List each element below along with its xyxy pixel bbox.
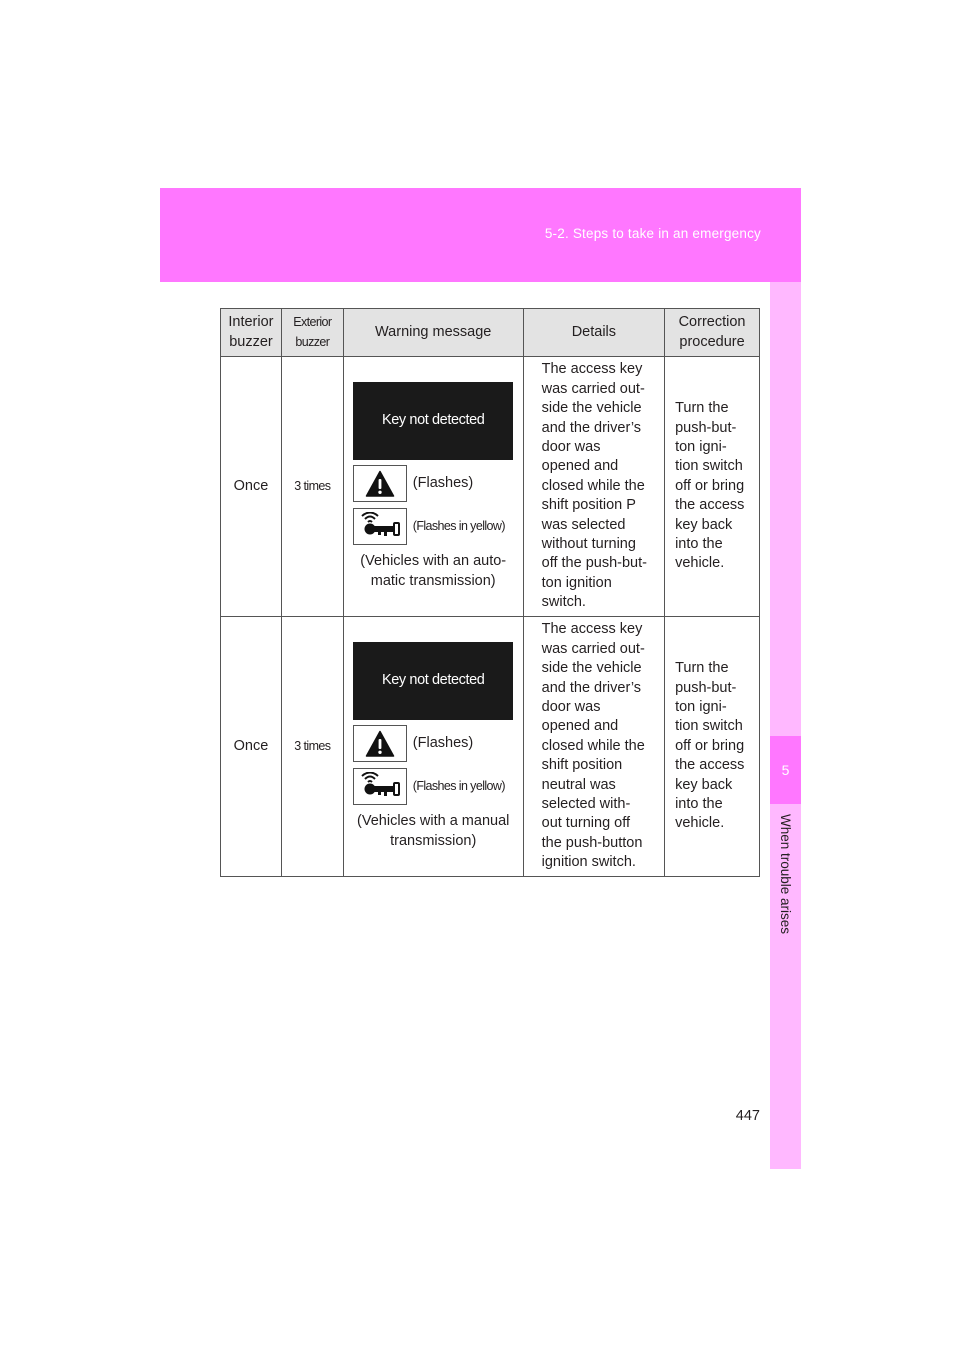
interior-buzzer-cell: Once: [221, 357, 282, 617]
details-line: side the vehicle: [541, 660, 642, 677]
section-header-band: [160, 188, 801, 282]
vehicle-note-line-1: (Vehicles with a manual: [357, 813, 510, 830]
smart-key-icon: [353, 508, 407, 545]
warning-triangle-icon: [353, 465, 407, 502]
table-header-row: [221, 309, 760, 357]
col-interior-buzzer-label: Interior buzzer: [228, 314, 274, 350]
details-line: and the driver’s: [541, 679, 642, 696]
correction-line: the access: [675, 497, 745, 514]
vehicle-note: [344, 552, 523, 591]
correction-line: into the: [675, 796, 723, 813]
display-screen: [353, 642, 513, 720]
details-cell: [523, 357, 664, 617]
details-line: off the push-but-: [541, 555, 647, 572]
vehicle-note-line-2: matic transmission): [370, 572, 496, 589]
correction-line: tion switch: [675, 718, 743, 735]
details-line: was selected: [541, 516, 626, 533]
warning-message-cell: [343, 357, 523, 617]
vehicle-note: [344, 812, 523, 851]
correction-line: off or bring: [675, 477, 745, 494]
correction-line: key back: [675, 776, 733, 793]
details-line: selected with-: [541, 796, 631, 813]
warning-message-cell: [343, 617, 523, 877]
details-line: side the vehicle: [541, 400, 642, 417]
col-exterior-buzzer-label: Exterior buzzer: [293, 315, 332, 349]
correction-line: key back: [675, 516, 733, 533]
warning-indicator-row: [353, 724, 523, 763]
col-correction-label: Correction procedure: [678, 314, 746, 350]
interior-buzzer-cell: Once: [221, 617, 282, 877]
warning-triangle-icon: [353, 725, 407, 762]
page-number: 447: [735, 1108, 760, 1124]
correction-line: push-but-: [675, 679, 737, 696]
correction-line: vehicle.: [675, 555, 725, 572]
details-line: out turning off: [541, 815, 631, 832]
correction-line: push-but-: [675, 419, 737, 436]
chapter-side-tab: [770, 282, 801, 1169]
correction-line: off or bring: [675, 737, 745, 754]
details-line: and the driver’s: [541, 419, 642, 436]
details-line: was carried out-: [541, 380, 645, 397]
warning-message-table: [220, 308, 760, 877]
warning-indicator-row: [353, 464, 523, 503]
details-line: ton ignition: [541, 574, 612, 591]
details-line: door was: [541, 698, 601, 715]
correction-line: Turn the: [675, 400, 729, 417]
col-details: Details: [523, 309, 664, 357]
details-line: closed while the: [541, 477, 645, 494]
chapter-number: 5: [770, 736, 801, 804]
display-screen: [353, 382, 513, 460]
correction-line: tion switch: [675, 458, 743, 475]
details-line: the push-button: [541, 834, 643, 851]
smart-key-icon: [353, 768, 407, 805]
details-line: door was: [541, 438, 601, 455]
col-correction-procedure: [665, 309, 760, 357]
key-icon-label: (Flashes in yellow): [412, 778, 505, 793]
exterior-buzzer-cell: 3 times: [281, 617, 343, 877]
details-line: The access key: [541, 621, 643, 638]
table-row: [221, 357, 760, 617]
correction-line: ton igni-: [675, 698, 727, 715]
exterior-buzzer-cell: 3 times: [281, 357, 343, 617]
section-title: 5-2. Steps to take in an emergency: [544, 226, 761, 241]
details-line: The access key: [541, 361, 643, 378]
correction-line: ton igni-: [675, 438, 727, 455]
details-cell: [523, 617, 664, 877]
display-screen-text: Key not detected: [381, 672, 485, 689]
key-indicator-row: [353, 767, 523, 806]
col-warning-message: Warning message: [343, 309, 523, 357]
details-line: closed while the: [541, 737, 645, 754]
display-screen-text: Key not detected: [381, 412, 485, 429]
details-line: switch.: [541, 594, 586, 611]
correction-line: the access: [675, 757, 745, 774]
table-row: [221, 617, 760, 877]
details-line: opened and: [541, 718, 619, 735]
vehicle-note-line-1: (Vehicles with an auto-: [360, 553, 507, 570]
correction-line: into the: [675, 536, 723, 553]
col-exterior-buzzer: [281, 309, 343, 357]
correction-cell: [665, 357, 760, 617]
warning-icon-label: (Flashes): [412, 734, 474, 751]
vehicle-note-line-2: transmission): [390, 832, 477, 849]
details-line: shift position P: [541, 497, 636, 514]
details-line: opened and: [541, 458, 619, 475]
details-line: shift position: [541, 757, 623, 774]
details-line: ignition switch.: [541, 854, 636, 871]
correction-line: Turn the: [675, 660, 729, 677]
warning-icon-label: (Flashes): [412, 474, 474, 491]
details-line: without turning: [541, 536, 636, 553]
correction-cell: [665, 617, 760, 877]
details-line: neutral was: [541, 776, 616, 793]
details-line: was carried out-: [541, 640, 645, 657]
correction-line: vehicle.: [675, 815, 725, 832]
key-indicator-row: [353, 507, 523, 546]
chapter-label: When trouble arises: [778, 814, 793, 935]
col-interior-buzzer: [221, 309, 282, 357]
key-icon-label: (Flashes in yellow): [412, 518, 505, 533]
